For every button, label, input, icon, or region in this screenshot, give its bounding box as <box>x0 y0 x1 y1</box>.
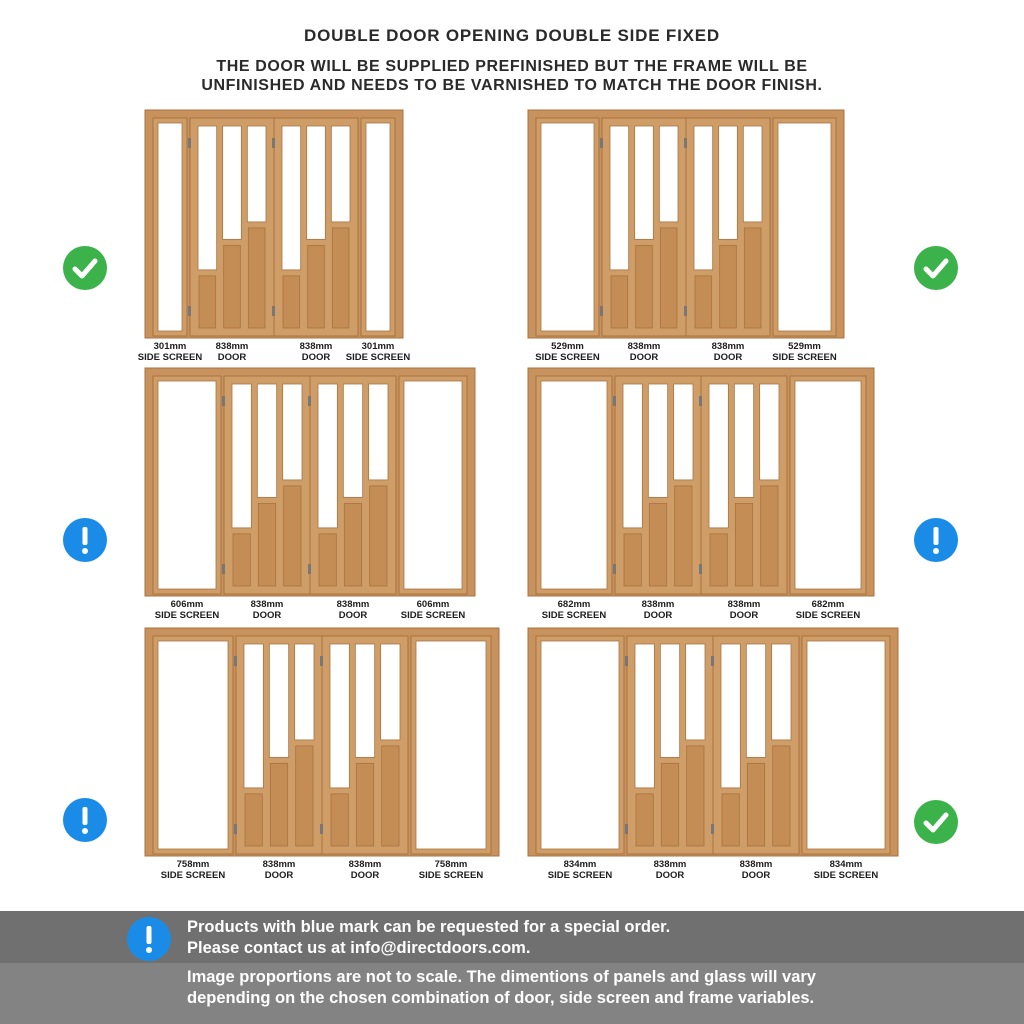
left-side-screen-label <box>535 341 599 363</box>
size-text: 301mm <box>361 341 395 352</box>
raised-panel <box>270 763 287 846</box>
right-door-label <box>349 859 382 881</box>
raised-panel <box>245 794 262 846</box>
raised-panel <box>636 245 653 328</box>
glass-pane <box>404 381 462 589</box>
left-door-label <box>216 341 249 363</box>
glass-pane <box>541 641 619 849</box>
door-set-drawing <box>528 628 898 856</box>
disclaimer-banner <box>0 963 1024 1024</box>
exclamation-icon <box>63 798 107 842</box>
glass-pane <box>541 381 607 589</box>
size-text: 838mm <box>262 859 296 870</box>
raised-panel <box>695 276 712 328</box>
door-leaf <box>222 376 310 594</box>
raised-panel <box>747 763 764 846</box>
right-side-screen-label <box>814 859 878 881</box>
raised-panel <box>744 228 761 328</box>
glass-pane <box>807 641 885 849</box>
size-text: 682mm <box>811 599 845 610</box>
side-screen <box>153 636 233 854</box>
right-door-label <box>712 341 745 363</box>
glass-pane <box>709 384 728 528</box>
part-text: DOOR <box>629 352 659 363</box>
left-side-screen-label <box>542 599 606 621</box>
door-set-drawing <box>528 110 844 338</box>
part-text: DOOR <box>301 352 331 363</box>
exclamation-icon <box>127 917 171 966</box>
part-text: DOOR <box>217 352 247 363</box>
door-leaf <box>684 118 770 336</box>
door-leaf <box>272 118 358 336</box>
part-text: SIDE SCREEN <box>541 610 607 621</box>
door-leaf <box>320 636 408 854</box>
size-text: 834mm <box>563 859 597 870</box>
glass-pane <box>721 644 740 788</box>
glass-pane <box>369 384 388 480</box>
door-leaf <box>600 118 686 336</box>
left-door-label <box>263 859 296 881</box>
glass-pane <box>660 644 679 757</box>
special-order-line-1: Products with blue mark can be requested for a special order. <box>187 918 671 936</box>
finish-notice-line-1: THE DOOR WILL BE SUPPLIED PREFINISHED BUT THE FRAME WILL BE <box>216 58 808 75</box>
page-title: DOUBLE DOOR OPENING DOUBLE SIDE FIXED <box>304 26 720 45</box>
glass-pane <box>734 384 753 497</box>
part-text: DOOR <box>264 870 294 881</box>
glass-pane <box>331 126 350 222</box>
part-text: DOOR <box>252 610 282 621</box>
raised-panel <box>687 746 704 846</box>
right-side-screen-label <box>796 599 860 621</box>
left-side-screen-label <box>155 599 219 621</box>
glass-pane <box>282 126 301 270</box>
size-text: 606mm <box>170 599 204 610</box>
raised-panel <box>233 534 250 586</box>
glass-pane <box>610 126 629 270</box>
door-set-drawing <box>145 368 475 596</box>
door-configuration-682mm <box>528 368 874 628</box>
raised-panel <box>248 228 265 328</box>
check-icon <box>914 800 958 844</box>
glass-pane <box>232 384 251 528</box>
side-screen <box>399 376 467 594</box>
exclamation-icon <box>914 518 958 562</box>
glass-pane <box>355 644 374 757</box>
glass-pane <box>694 126 713 270</box>
glass-pane <box>223 126 242 239</box>
size-text: 838mm <box>348 859 382 870</box>
right-side-screen-label <box>772 341 836 363</box>
door-set-drawing <box>145 110 403 338</box>
door-leaf <box>711 636 799 854</box>
glass-pane <box>635 644 654 788</box>
raised-panel <box>344 503 361 586</box>
door-configuration-758mm <box>145 628 499 888</box>
size-text: 838mm <box>727 599 761 610</box>
raised-panel <box>258 503 275 586</box>
door-set-drawing <box>528 368 874 596</box>
glass-pane <box>247 126 266 222</box>
raised-panel <box>660 228 677 328</box>
part-text: SIDE SCREEN <box>795 610 861 621</box>
right-side-screen-label <box>401 599 465 621</box>
raised-panel <box>735 503 752 586</box>
raised-panel <box>636 794 653 846</box>
finish-notice-line-2: UNFINISHED AND NEEDS TO BE VARNISHED TO MATCH THE DOOR FINISH. <box>201 77 823 94</box>
size-text: 838mm <box>739 859 773 870</box>
size-text: 529mm <box>788 341 821 352</box>
part-text: SIDE SCREEN <box>418 870 484 881</box>
size-text: 529mm <box>551 341 584 352</box>
door-configuration-529mm <box>528 110 844 370</box>
raised-panel <box>710 534 727 586</box>
right-door-label <box>337 599 370 621</box>
size-text: 838mm <box>653 859 687 870</box>
raised-panel <box>773 746 790 846</box>
raised-panel <box>675 486 692 586</box>
size-text: 838mm <box>336 599 370 610</box>
raised-panel <box>649 503 666 586</box>
glass-pane <box>366 123 390 331</box>
part-text: DOOR <box>338 610 368 621</box>
right-door-label <box>740 859 773 881</box>
door-leaf <box>234 636 322 854</box>
glass-pane <box>269 644 288 757</box>
size-text: 838mm <box>627 341 661 352</box>
glass-pane <box>198 126 217 270</box>
check-icon <box>914 246 958 290</box>
side-screen <box>802 636 890 854</box>
left-side-screen-label <box>548 859 612 881</box>
glass-pane <box>674 384 693 480</box>
disclaimer-text <box>187 967 816 1009</box>
side-screen <box>773 118 836 336</box>
size-text: 838mm <box>250 599 284 610</box>
glass-pane <box>795 381 861 589</box>
size-text: 606mm <box>416 599 450 610</box>
glass-pane <box>257 384 276 497</box>
side-screen <box>361 118 395 336</box>
door-configuration-301mm <box>137 110 411 370</box>
special-order-banner <box>0 911 1024 963</box>
part-text: DOOR <box>729 610 759 621</box>
special-order-text <box>187 917 670 959</box>
part-text: DOOR <box>741 870 771 881</box>
raised-panel <box>319 534 336 586</box>
left-door-label <box>654 859 687 881</box>
part-text: SIDE SCREEN <box>160 870 226 881</box>
raised-panel <box>761 486 778 586</box>
size-text: 682mm <box>557 599 591 610</box>
glass-pane <box>158 123 182 331</box>
glass-pane <box>648 384 667 497</box>
side-screen <box>536 118 599 336</box>
part-text: DOOR <box>713 352 743 363</box>
raised-panel <box>370 486 387 586</box>
glass-pane <box>541 123 594 331</box>
right-door-label <box>300 341 333 363</box>
part-text: DOOR <box>643 610 673 621</box>
size-text: 758mm <box>176 859 210 870</box>
glass-pane <box>746 644 765 757</box>
raised-panel <box>296 746 313 846</box>
right-side-screen-label <box>346 341 410 363</box>
glass-pane <box>760 384 779 480</box>
glass-pane <box>778 123 831 331</box>
raised-panel <box>661 763 678 846</box>
glass-pane <box>635 126 654 239</box>
glass-pane <box>330 644 349 788</box>
right-door-label <box>728 599 761 621</box>
raised-panel <box>382 746 399 846</box>
size-text: 838mm <box>641 599 675 610</box>
side-screen <box>790 376 866 594</box>
size-text: 838mm <box>299 341 333 352</box>
raised-panel <box>624 534 641 586</box>
door-leaf <box>613 376 701 594</box>
glass-pane <box>343 384 362 497</box>
glass-pane <box>244 644 263 788</box>
glass-pane <box>158 641 228 849</box>
part-text: DOOR <box>655 870 685 881</box>
door-leaf <box>699 376 787 594</box>
glass-pane <box>381 644 400 740</box>
side-screen <box>536 376 612 594</box>
part-text: SIDE SCREEN <box>400 610 466 621</box>
door-configuration-834mm <box>528 628 898 888</box>
disclaimer-line-1: Image proportions are not to scale. The dimentions of panels and glass will vary <box>187 968 816 986</box>
glass-pane <box>686 644 705 740</box>
raised-panel <box>356 763 373 846</box>
glass-pane <box>307 126 326 239</box>
exclamation-icon <box>63 518 107 562</box>
glass-pane <box>158 381 216 589</box>
part-text: SIDE SCREEN <box>772 352 837 363</box>
part-text: SIDE SCREEN <box>535 352 600 363</box>
disclaimer-line-2: depending on the chosen combination of door, side screen and frame variables. <box>187 989 815 1007</box>
left-door-label <box>628 341 661 363</box>
glass-pane <box>295 644 314 740</box>
glass-pane <box>318 384 337 528</box>
raised-panel <box>720 245 737 328</box>
raised-panel <box>284 486 301 586</box>
side-screen <box>153 376 221 594</box>
left-side-screen-label <box>138 341 202 363</box>
side-screen <box>536 636 624 854</box>
raised-panel <box>308 245 325 328</box>
raised-panel <box>199 276 216 328</box>
door-set-drawing <box>145 628 499 856</box>
size-text: 838mm <box>711 341 745 352</box>
raised-panel <box>331 794 348 846</box>
part-text: SIDE SCREEN <box>345 352 411 363</box>
glass-pane <box>719 126 738 239</box>
door-leaf <box>625 636 713 854</box>
raised-panel <box>332 228 349 328</box>
glass-pane <box>659 126 678 222</box>
door-configuration-606mm <box>145 368 475 628</box>
part-text: SIDE SCREEN <box>547 870 613 881</box>
part-text: DOOR <box>350 870 380 881</box>
size-text: 838mm <box>215 341 249 352</box>
raised-panel <box>283 276 300 328</box>
left-door-label <box>251 599 284 621</box>
check-icon <box>63 246 107 290</box>
raised-panel <box>722 794 739 846</box>
door-leaf <box>308 376 396 594</box>
glass-pane <box>623 384 642 528</box>
part-text: SIDE SCREEN <box>154 610 220 621</box>
glass-pane <box>743 126 762 222</box>
size-text: 834mm <box>829 859 863 870</box>
glass-pane <box>283 384 302 480</box>
size-text: 758mm <box>434 859 468 870</box>
raised-panel <box>611 276 628 328</box>
size-text: 301mm <box>153 341 187 352</box>
contact-line[interactable]: Please contact us at info@directdoors.com. <box>187 939 531 957</box>
part-text: SIDE SCREEN <box>137 352 203 363</box>
left-door-label <box>642 599 675 621</box>
glass-pane <box>416 641 486 849</box>
left-side-screen-label <box>161 859 225 881</box>
side-screen <box>411 636 491 854</box>
raised-panel <box>224 245 241 328</box>
door-leaf <box>188 118 274 336</box>
right-side-screen-label <box>419 859 483 881</box>
glass-pane <box>772 644 791 740</box>
side-screen <box>153 118 187 336</box>
part-text: SIDE SCREEN <box>813 870 879 881</box>
